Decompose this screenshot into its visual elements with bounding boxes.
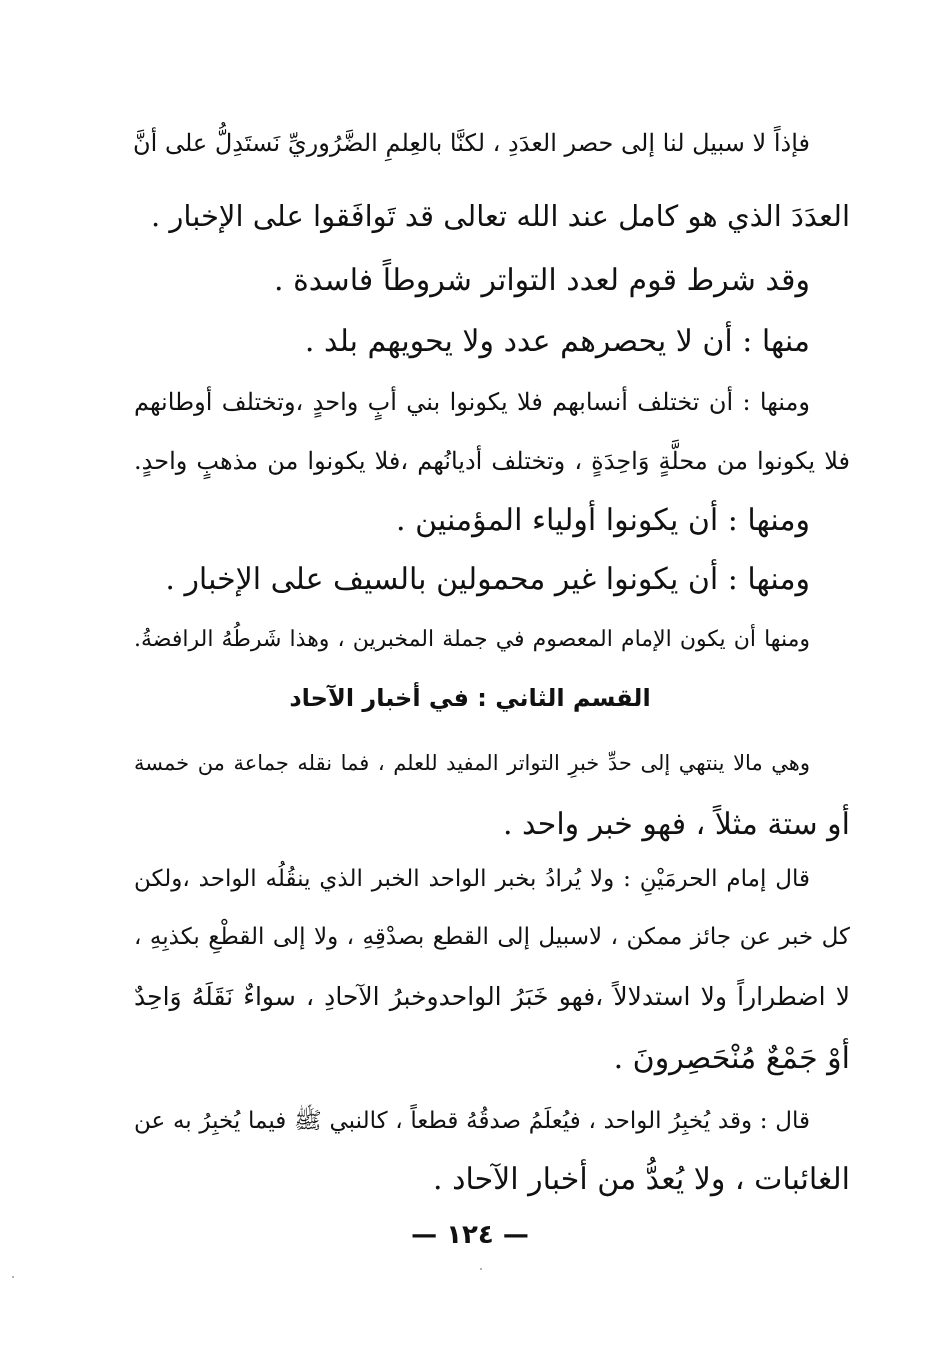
page-number: — ١٢٤ — bbox=[411, 1220, 529, 1250]
body-line-6: فلا يكونوا من محلَّةٍ وَاحِدَةٍ ، وتختلف أديانُهم ،فلا يكونوا من مذهبٍ واحدٍ. bbox=[134, 447, 850, 475]
section-heading: القسم الثاني : في أخبار الآحاد bbox=[289, 684, 651, 712]
body-line-13: كل خبر عن جائز ممكن ، لاسبيل إلى القطع بصدْقِهِ ، ولا إلى القطْعِ بكذبِهِ ، bbox=[134, 924, 850, 950]
body-line-8: ومنها : أن يكونوا غير محمولين بالسيف على الإخبار . bbox=[165, 562, 810, 597]
body-line-3: وقد شرط قوم لعدد التواتر شروطاً فاسدة . bbox=[274, 263, 810, 298]
body-line-1: فإذاً لا سبيل لنا إلى حصر العدَدِ ، لكنَّا بالعِلمِ الضَّرُوريِّ نَستَدِلُّ على أنَّ bbox=[133, 129, 810, 157]
body-line-12: قال إمام الحرمَيْنِ : ولا يُرادُ بخبر الواحد الخبر الذي ينقُلُه الواحد ،ولكن bbox=[134, 866, 810, 892]
body-line-16: قال : وقد يُخبِرُ الواحد ، فيُعلَمُ صدقُهُ قطعاً ، كالنبي ﷺ فيما يُخبِرُ به عن bbox=[134, 1108, 810, 1134]
scan-speck bbox=[12, 1276, 14, 1278]
body-line-2: العدَدَ الذي هو كامل عند الله تعالى قد تَوافَقوا على الإخبار . bbox=[150, 199, 850, 233]
body-line-15: أوْ جَمْعٌ مُنْحَصِرونَ . bbox=[613, 1041, 850, 1076]
body-line-4: منها : أن لا يحصرهم عدد ولا يحويهم بلد . bbox=[304, 324, 810, 359]
body-line-17: الغائبات ، ولا يُعدُّ من أخبار الآحاد . bbox=[433, 1162, 850, 1197]
body-line-5: ومنها : أن تختلف أنسابهم فلا يكونوا بني أبٍ واحدٍ ،وتختلف أوطانهم bbox=[134, 388, 810, 416]
body-line-10: وهي مالا ينتهي إلى حدِّ خبرِ التواتر المفيد للعلم ، فما نقله جماعة من خمسة bbox=[134, 751, 810, 775]
body-line-14: لا اضطراراً ولا استدلالاً ،فهو خَبَرُ الواحدوخبرُ الآحادِ ، سواءٌ نَقَلَهُ وَاحِدٌ bbox=[134, 982, 850, 1011]
scan-speck bbox=[480, 1268, 482, 1270]
body-line-11: أو ستة مثلاً ، فهو خبر واحد . bbox=[502, 807, 850, 842]
body-line-9: ومنها أن يكون الإمام المعصوم في جملة المخبرين ، وهذا شَرطُهُ الرافضةُ. bbox=[134, 627, 810, 652]
body-line-7: ومنها : أن يكونوا أولياء المؤمنين . bbox=[396, 503, 810, 538]
